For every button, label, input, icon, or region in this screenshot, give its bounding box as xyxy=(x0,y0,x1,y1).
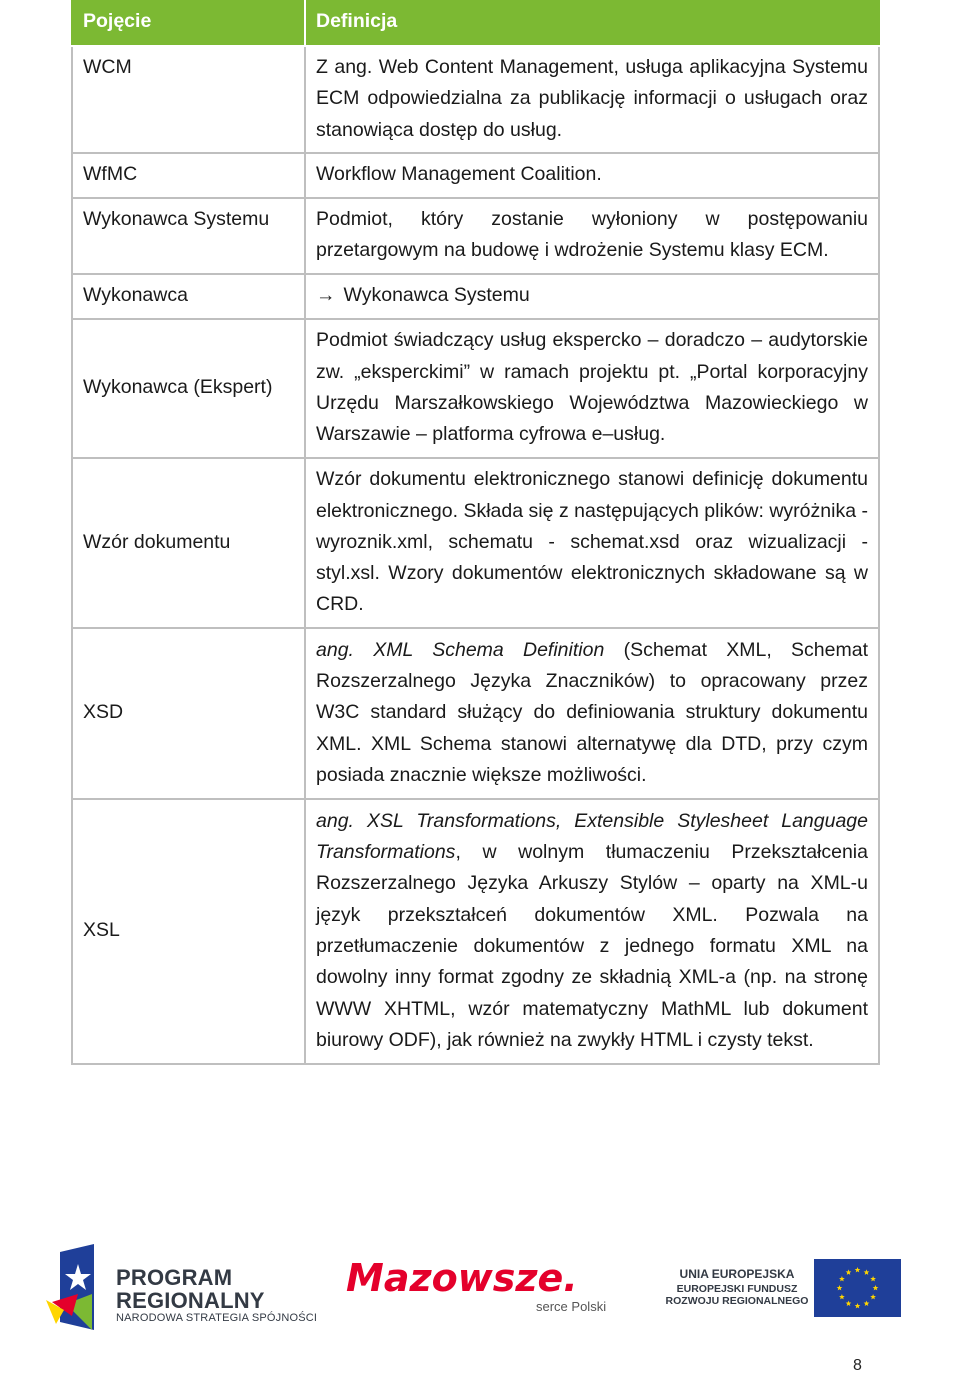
definition-text: , w wolnym tłumaczeniu Przekształcenia Rozszerzalnego Języka Arkuszy Stylów – oparty na XML-u język przekształceń dokumentów XML. Pozwala na przetłumaczenie dokumentów z jednego formatu XML na dowolny inny format zgodny ze składnią XML-a (np. na stronę WWW XHTML, wzór matematyczny MathML lub dokument biurowy ODF), jak również na zwykły HTML i czysty tekst. xyxy=(316,841,868,1051)
table-header-row xyxy=(72,0,879,46)
star-mark-icon xyxy=(42,1244,112,1334)
term-cell: WfMC xyxy=(72,153,305,198)
definition-cell: Workflow Management Coalition. xyxy=(305,153,879,198)
eu-title: UNIA EUROPEJSKA xyxy=(679,1267,795,1281)
eu-fund-name: EUROPEJSKI FUNDUSZ ROZWOJU REGIONALNEGO xyxy=(665,1283,809,1307)
table-row xyxy=(72,319,879,458)
term-cell: Wzór dokumentu xyxy=(72,458,305,628)
table-row xyxy=(72,46,879,153)
term-cell: Wykonawca xyxy=(72,274,305,319)
table-row xyxy=(72,153,879,198)
header-term: Pojęcie xyxy=(72,0,305,46)
mazowsze-logo xyxy=(346,1256,626,1320)
definition-cell: Podmiot, który zostanie wyłoniony w postępowaniu przetargowym na budowę i wdrożenie Systemu klasy ECM. xyxy=(305,198,879,274)
definition-italic: ang. XSL Transformations, Extensible Stylesheet Language Transformations xyxy=(316,809,868,864)
definition-cell: Wzór dokumentu elektronicznego stanowi definicję dokumentu elektronicznego. Składa się z następujących plików: wyróżnika - wyroznik.xml, schematu - schemat.xsd oraz wizualizacji - styl.xsl. Wzory dokumentów elektronicznych składowane są w CRD. xyxy=(305,458,879,628)
arrow-right-icon: → xyxy=(316,284,336,307)
table-row xyxy=(72,198,879,274)
definition-text: (Schemat XML, Schemat Rozszerzalnego Języka Znaczników) to opracowany przez W3C standard służący do definiowania struktury dokumentu XML. XML Schema stanowi alternatywę dla DTD, przy czym posiada znacznie większe możliwości. xyxy=(316,638,869,786)
glossary-table xyxy=(71,0,880,1065)
mazowsze-tagline: serce Polski xyxy=(536,1299,607,1314)
definition-cell: Podmiot świadczący usług ekspercko – doradczo – audytorskie zw. „eksperckimi” w ramach projektu pt. „Portal korporacyjny Urzędu Marszałkowskiego Województwa Mazowieckiego w Warszawie – platforma cyfrowa e–usług. xyxy=(305,319,879,458)
definition-cell xyxy=(305,274,879,319)
table-row xyxy=(72,458,879,628)
definition-cell xyxy=(305,628,879,799)
header-definition: Definicja xyxy=(305,0,879,46)
term-cell: Wykonawca Systemu xyxy=(72,198,305,274)
mazowsze-wordmark: Mazowsze. xyxy=(346,1256,578,1300)
table-row xyxy=(72,799,879,1064)
term-cell: XSL xyxy=(72,799,305,1064)
definition-cell: Z ang. Web Content Management, usługa aplikacyjna Systemu ECM odpowiedzialna za publikację informacji o usługach oraz stanowiąca dostęp do usług. xyxy=(305,46,879,153)
term-cell: WCM xyxy=(72,46,305,153)
program-regionalny-subtitle: NARODOWA STRATEGIA SPÓJNOŚCI xyxy=(116,1312,318,1324)
term-cell: XSD xyxy=(72,628,305,799)
page-number: 8 xyxy=(853,1357,862,1374)
table-row xyxy=(72,628,879,799)
eu-logo xyxy=(664,1256,904,1320)
definition-cell xyxy=(305,799,879,1064)
eu-flag-icon xyxy=(814,1259,901,1317)
table-row xyxy=(72,274,879,319)
program-regionalny-logo xyxy=(42,1244,318,1334)
program-regionalny-title: PROGRAM REGIONALNY xyxy=(116,1265,265,1313)
definition-italic: ang. XML Schema Definition xyxy=(316,638,605,661)
definition-text: Wykonawca Systemu xyxy=(343,284,530,307)
term-cell: Wykonawca (Ekspert) xyxy=(72,319,305,458)
